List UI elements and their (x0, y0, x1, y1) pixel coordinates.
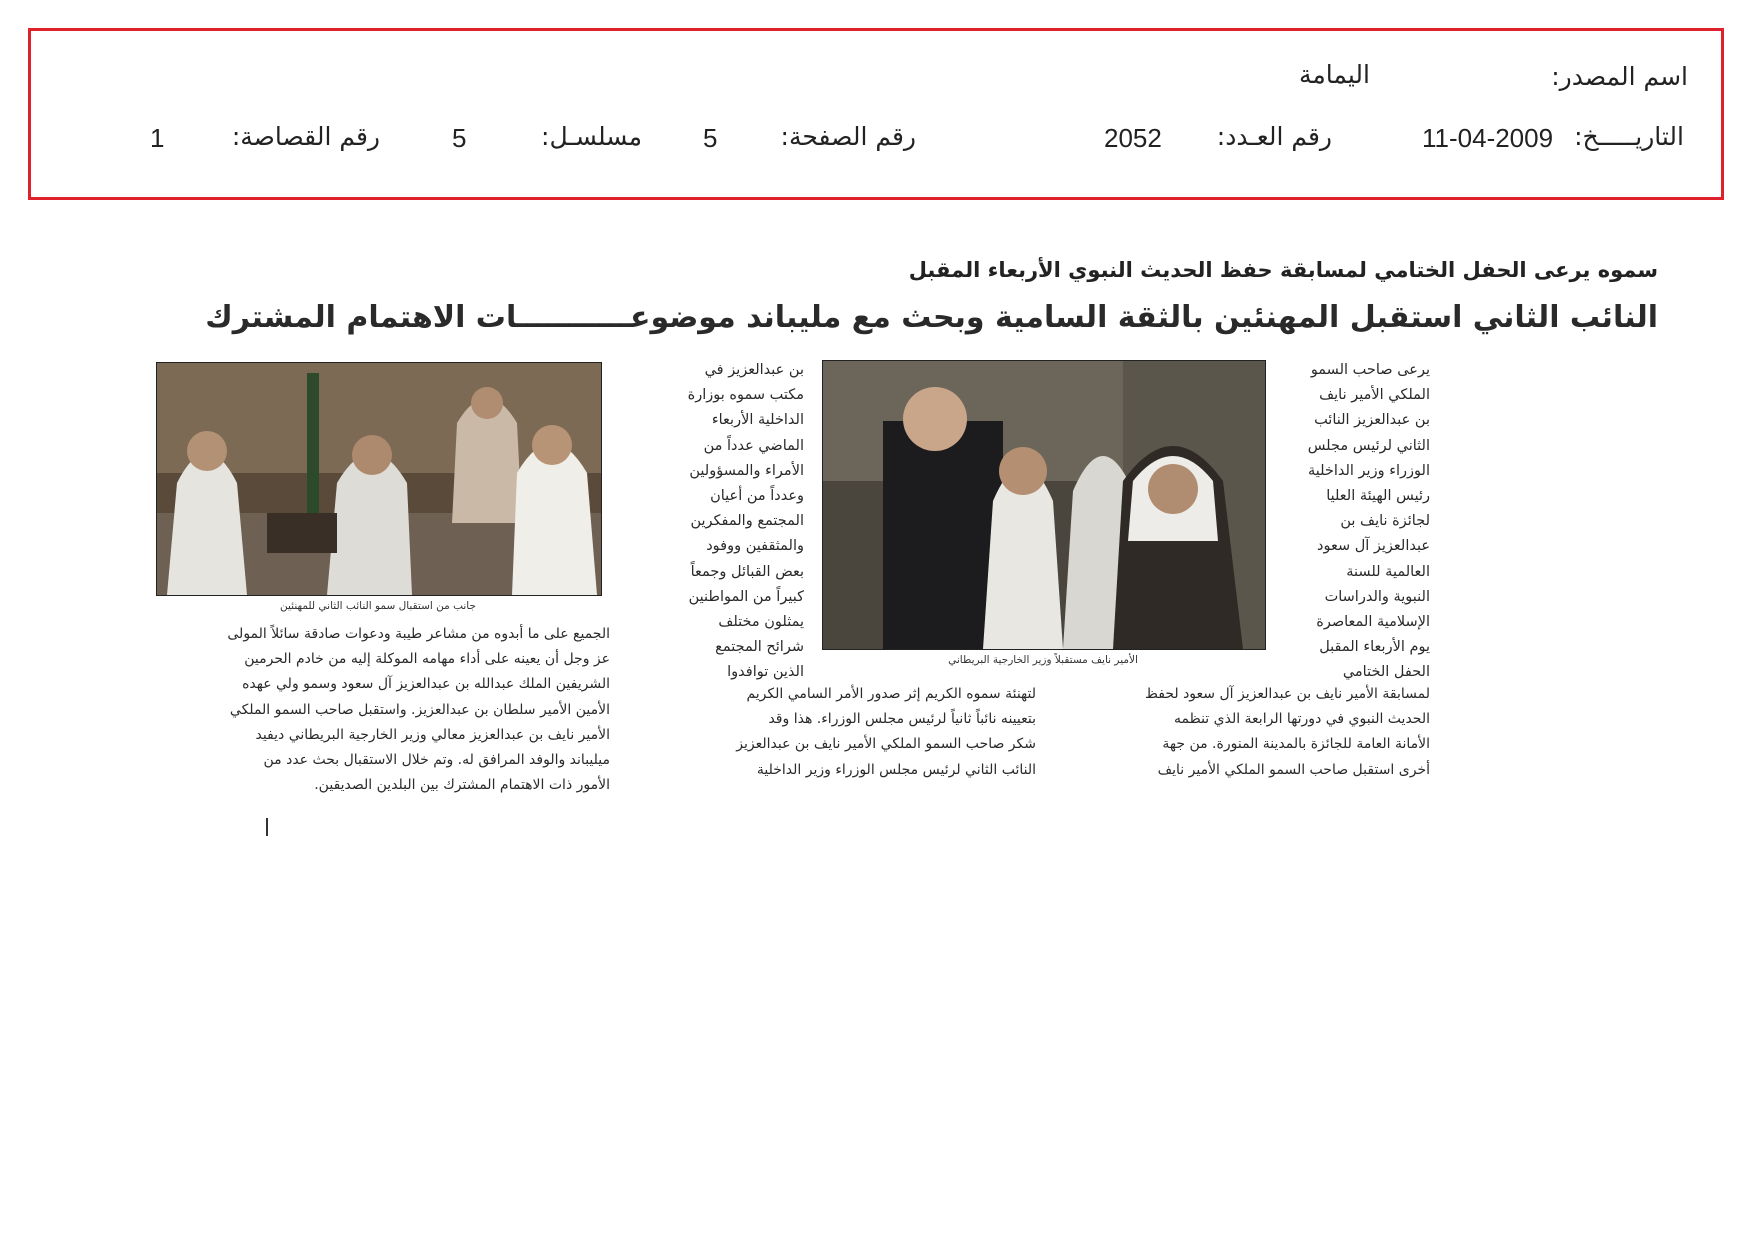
scan-mark (266, 818, 268, 836)
bottom-middle-line: بتعيينه نائباً ثانياً لرئيس مجلس الوزراء. هذا وقد (768, 711, 1036, 728)
bottom-right-line: لمسابقة الأمير نايف بن عبدالعزيز آل سعود لحفظ (1144, 686, 1430, 702)
column-right-line: لجائزة نايف بن (1340, 513, 1430, 530)
issue-value: 2052 (1104, 123, 1162, 153)
serial-value: 5 (452, 123, 467, 153)
column-left-line: الأمور ذات الاهتمام المشترك بين البلدين الصديقين. (314, 777, 610, 794)
column-right-line: يرعى صاحب السمو (1310, 362, 1430, 378)
column-left-line: الشريفين الملك عبدالله بن عبدالعزيز آل سعود وسمو ولي عهده (242, 676, 610, 693)
column-right-line: الإسلامية المعاصرة (1316, 614, 1430, 631)
article-column-left (148, 622, 610, 798)
bottom-right-line: الأمانة العامة للجائزة بالمدينة المنورة. من جهة (1162, 736, 1430, 753)
bottom-middle-line: النائب الثاني لرئيس مجلس الوزراء وزير الداخلية (756, 761, 1036, 778)
photo-reception-well-wishers (156, 362, 602, 596)
column-right-line: عبدالعزيز آل سعود (1317, 538, 1430, 555)
caption-center-photo: الأمير نايف مستقبلاً وزير الخارجية البريطاني (948, 654, 1138, 666)
article-column-right (1282, 358, 1430, 686)
column-middle-line: والمثقفين ووفود (706, 538, 804, 555)
column-right-line: الوزراء وزير الداخلية (1307, 462, 1430, 479)
column-middle-line: بعض القبائل وجمعاً (690, 563, 804, 580)
column-middle-line: شرائح المجتمع (715, 639, 804, 656)
source-label: اسم المصدر: (1551, 62, 1688, 91)
clip-label: رقم القصاصة: (231, 122, 380, 151)
column-left-line: الجميع على ما أبدوه من مشاعر طيبة ودعوات صادقة سائلاً المولى (227, 626, 610, 642)
page-label: رقم الصفحة: (780, 122, 916, 151)
date-value: 11-04-2009 (1422, 123, 1554, 153)
column-middle-line: الأمراء والمسؤولين (689, 462, 804, 479)
article-bottom-right (1054, 682, 1430, 783)
article-column-middle (656, 358, 804, 686)
column-right-line: رئيس الهيئة العليا (1326, 488, 1430, 505)
column-left-line: الأمين الأمير سلطان بن عبدالعزيز. واستقبل صاحب السمو الملكي (229, 701, 610, 718)
page-value: 5 (703, 123, 718, 153)
column-left-line: عز وجل أن يعينه على أداء مهامه الموكلة إليه من خادم الحرمين (244, 651, 610, 668)
issue-label: رقم العـدد: (1216, 122, 1332, 151)
column-middle-line: بن عبدالعزيز في (704, 362, 804, 378)
column-left-line: الأمير نايف بن عبدالعزيز معالي وزير الخارجية البريطاني ديفيد (255, 726, 610, 743)
photo-illustration-left (157, 363, 601, 595)
column-right-line: الحفل الختامي (1342, 664, 1430, 681)
column-middle-line: وعدداً من أعيان (710, 488, 804, 505)
column-middle-line: المجتمع والمفكرين (690, 513, 804, 530)
bottom-middle-line: شكر صاحب السمو الملكي الأمير نايف بن عبدالعزيز (736, 736, 1036, 753)
photo-illustration (823, 361, 1265, 649)
article-kicker: سموه يرعى الحفل الختامي لمسابقة حفظ الحديث النبوي الأربعاء المقبل (908, 258, 1658, 282)
column-right-line: النبوية والدراسات (1324, 588, 1430, 605)
bottom-right-line: الحديث النبوي في دورتها الرابعة الذي تنظمه (1173, 711, 1430, 728)
column-middle-line: مكتب سموه بوزارة (687, 387, 804, 404)
clip-value: 1 (150, 123, 165, 153)
column-right-line: الملكي الأمير نايف (1319, 387, 1430, 404)
column-right-line: الثاني لرئيس مجلس (1307, 437, 1430, 454)
article-headline: النائب الثاني استقبل المهنئين بالثقة السامية وبحث مع مليباند موضوعـــــــــــات الاهتمام المشترك (205, 300, 1658, 335)
date-label: التاريـــــخ: (1574, 122, 1684, 151)
bottom-right-line: أخرى استقبل صاحب السمو الملكي الأمير نايف (1157, 761, 1430, 778)
column-middle-line: كبيراً من المواطنين (688, 588, 804, 605)
column-right-line: العالمية للسنة (1346, 563, 1430, 580)
photo-prince-with-foreign-minister (822, 360, 1266, 650)
column-middle-line: الماضي عدداً من (703, 437, 804, 454)
column-right-line: يوم الأربعاء المقبل (1319, 639, 1430, 656)
article-bottom-middle (660, 682, 1036, 783)
column-middle-line: يمثلون مختلف (718, 614, 804, 631)
bottom-middle-line: لتهنئة سموه الكريم إثر صدور الأمر السامي الكريم (746, 686, 1036, 702)
clipping-header-frame (28, 28, 1724, 200)
caption-left-photo: جانب من استقبال سمو النائب الثاني للمهنئين (279, 600, 476, 612)
column-right-line: بن عبدالعزيز النائب (1314, 412, 1430, 429)
column-left-line: ميليباند والوفد المرافق له. وتم خلال الاستقبال بحث عدد من (263, 752, 610, 769)
column-middle-line: الذين توافدوا (727, 664, 804, 681)
serial-label: مسلسـل: (541, 122, 642, 151)
column-middle-line: الداخلية الأربعاء (711, 412, 804, 429)
source-value: اليمامة (1299, 60, 1370, 89)
